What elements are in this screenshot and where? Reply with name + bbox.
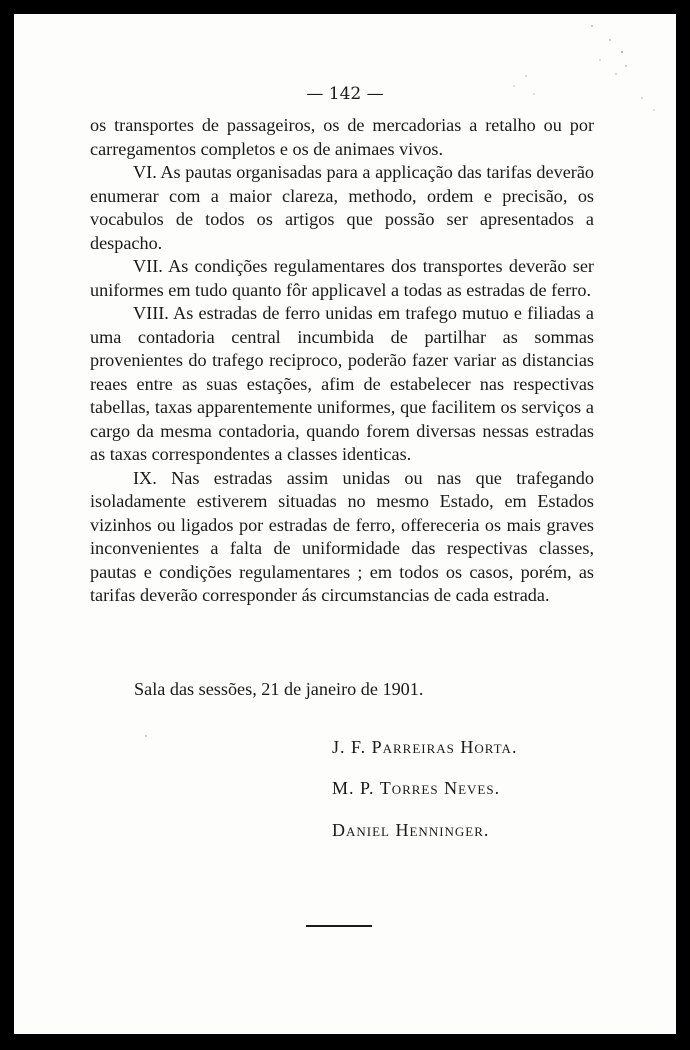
body-text — [90, 114, 594, 608]
closing-rule — [306, 925, 372, 927]
paragraph-ix: IX. Nas estradas assim unidas ou nas que trafegando isoladamente estiverem situadas no mesmo Estado, em Estados vizinhos ou ligados por estradas de ferro, offereceria os mais graves inconvenientes a falta de uniformidade das respectivas classes, pautas e condições regulamentares ; em todos os casos, porém, as tarifas deverão corresponder ás circumstancias de cada estrada. — [90, 467, 594, 605]
page-number: — 142 — — [306, 84, 384, 104]
signature-neves: M. P. Torres Neves. — [332, 778, 501, 798]
paragraph-vii: VII. As condições regulamentares dos transportes deverão ser uniformes em tudo quanto fôr applicavel a todas as estradas de ferro. — [90, 256, 594, 300]
paragraph-viii: VIII. As estradas de ferro unidas em trafego mutuo e filiadas a uma contadoria central incumbida de partilhar as sommas provenientes do trafego reciproco, poderão fazer variar as distancias reaes entre as suas estações, afim de estabelecer nas respectivas tabellas, taxas apparentemente uniformes, que facilitem os serviços a cargo da mesma contadoria, quando forem diversas nessas estradas as taxas correspondentes a classes identicas. — [90, 303, 594, 464]
document-page — [14, 14, 676, 1034]
paragraph-1: os transportes de passageiros, os de mercadorias a retalho ou por carregamentos completos e os de animaes vivos. — [90, 115, 594, 159]
signature-horta: J. F. Parreiras Horta. — [332, 737, 518, 757]
signature-henninger: Daniel Henninger. — [332, 820, 490, 840]
closing-line: Sala das sessões, 21 de janeiro de 1901. — [134, 679, 424, 699]
paragraph-vi: VI. As pautas organisadas para a applicação das tarifas deverão enumerar com a maior clareza, methodo, ordem e precisão, os vocabulos de todos os artigos que possão ser apresentados a despacho. — [90, 162, 594, 253]
